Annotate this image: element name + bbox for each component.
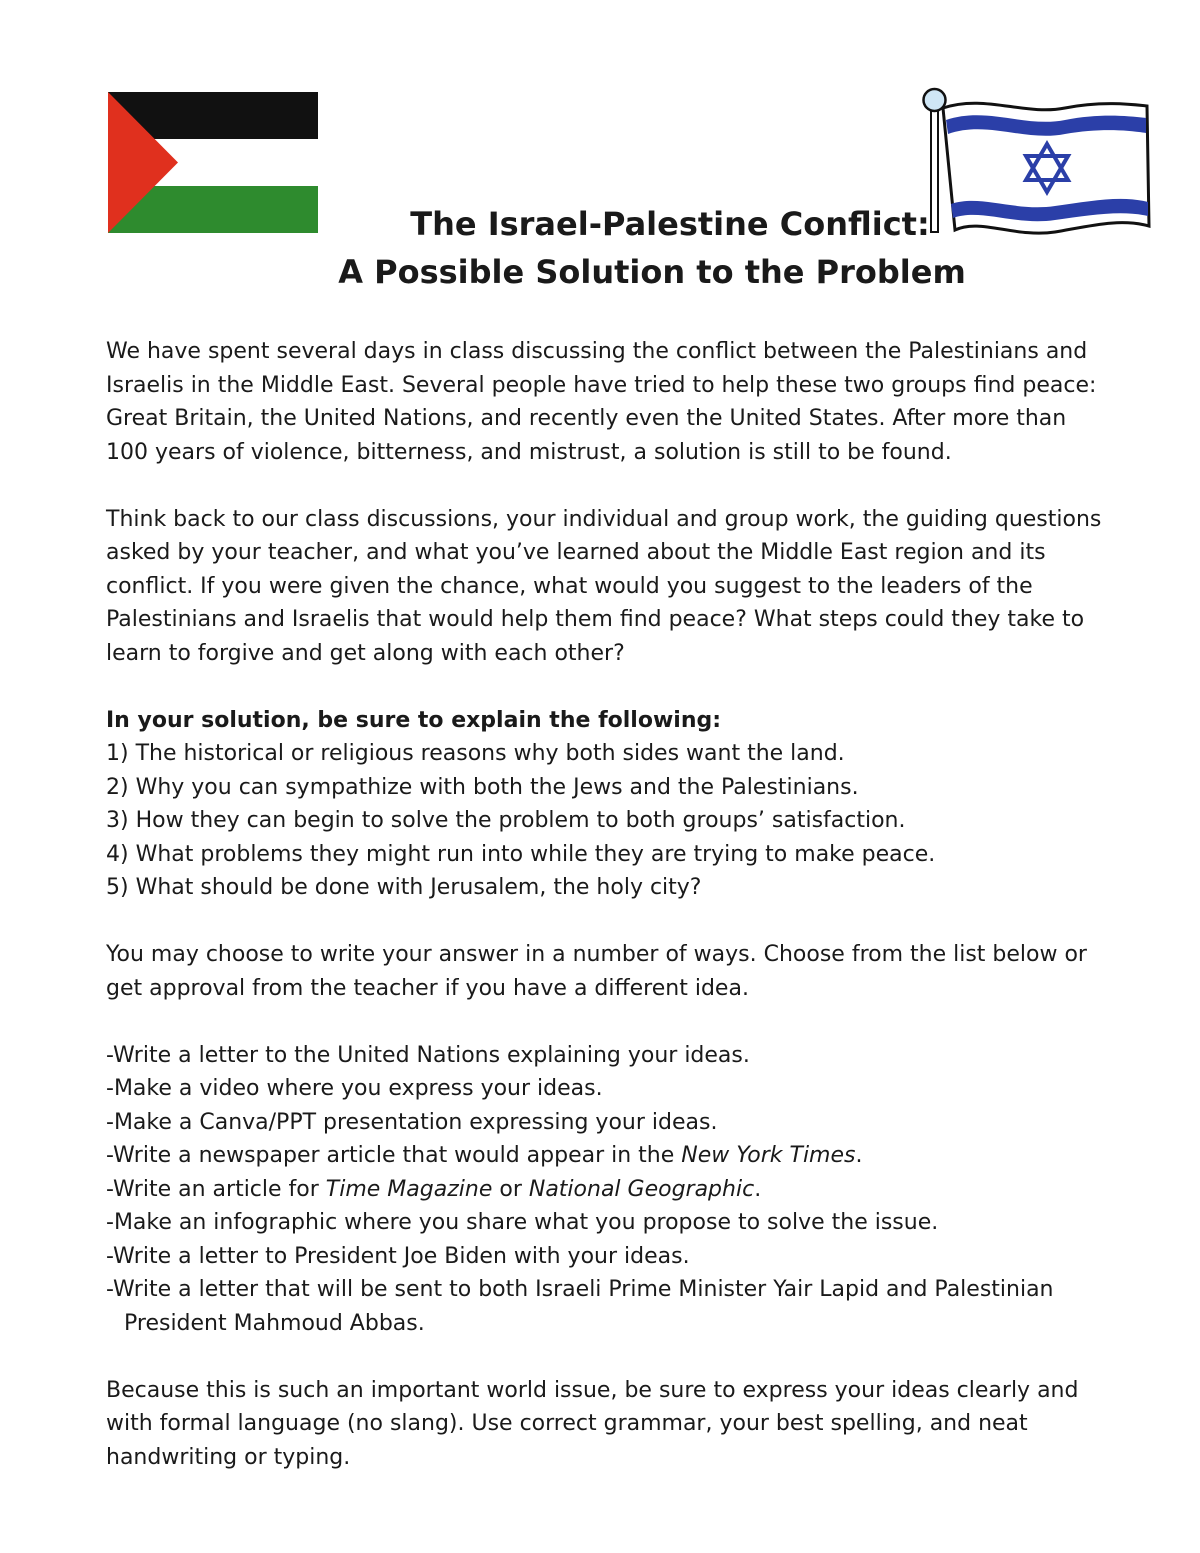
list-item: 5) What should be done with Jerusalem, the holy city? — [106, 875, 702, 900]
text-line: conflict. If you were given the chance, what would you suggest to the leaders of the — [106, 573, 1033, 599]
text-line: get approval from the teacher if you have a different idea. — [106, 975, 749, 1001]
publication-title: National Geographic — [528, 1176, 755, 1202]
text-line: 100 years of violence, bitterness, and mistrust, a solution is still to be found. — [106, 439, 952, 465]
list-item: -Make a video where you express your ideas. — [106, 1076, 603, 1101]
text-line: asked by your teacher, and what you’ve learned about the Middle East region and its — [106, 540, 1046, 565]
text-line: learn to forgive and get along with each other? — [106, 640, 625, 666]
page-title-line-1: The Israel-Palestine Conflict: — [410, 205, 930, 243]
list-item: -Write a newspaper article that would appear in the New York Times. — [106, 1143, 863, 1168]
list-item: -Write an article for Time Magazine or National Geographic. — [106, 1176, 762, 1202]
list-item: -Write a letter to President Joe Biden with your ideas. — [106, 1243, 690, 1269]
list-item: -Write a letter to the United Nations explaining your ideas. — [106, 1042, 750, 1068]
intro-paragraph — [106, 335, 1106, 469]
publication-title: Time Magazine — [325, 1176, 493, 1202]
format-paragraph — [106, 938, 1106, 1005]
list-item: 3) How they can begin to solve the problem to both groups’ satisfaction. — [106, 808, 906, 833]
text-line: with formal language (no slang). Use correct grammar, your best spelling, and neat — [106, 1411, 1028, 1436]
requirements-heading: In your solution, be sure to explain the following: — [106, 707, 722, 733]
document-body — [106, 335, 1106, 1474]
text-line: You may choose to write your answer in a number of ways. Choose from the list below or — [106, 942, 1087, 967]
options-list — [106, 1039, 1106, 1341]
text-line: handwriting or typing. — [106, 1444, 351, 1470]
list-item: 2) Why you can sympathize with both the Jews and the Palestinians. — [106, 774, 859, 800]
list-item-continuation: President Mahmoud Abbas. — [124, 1310, 425, 1336]
list-item: 1) The historical or religious reasons why both sides want the land. — [106, 741, 845, 766]
list-item: -Make a Canva/PPT presentation expressing your ideas. — [106, 1109, 718, 1135]
page-title-line-2: A Possible Solution to the Problem — [338, 253, 966, 291]
text-line: Because this is such an important world issue, be sure to express your ideas clearly and — [106, 1377, 1079, 1403]
text-line: Palestinians and Israelis that would help them find peace? What steps could they take to — [106, 607, 1085, 632]
list-item: -Write a letter that will be sent to both Israeli Prime Minister Yair Lapid and Palestinian — [106, 1277, 1054, 1302]
text-line: Think back to our class discussions, your individual and group work, the guiding questions — [106, 506, 1102, 532]
closing-paragraph — [106, 1374, 1106, 1475]
requirements-list — [106, 704, 1106, 905]
text-line: We have spent several days in class discussing the conflict between the Palestinians and — [106, 339, 1088, 364]
prompt-paragraph — [106, 503, 1106, 671]
list-item: -Make an infographic where you share what you propose to solve the issue. — [106, 1210, 939, 1235]
list-item: 4) What problems they might run into while they are trying to make peace. — [106, 841, 936, 867]
text-line: Great Britain, the United Nations, and recently even the United States. After more than — [106, 406, 1067, 431]
publication-title: New York Times — [681, 1143, 856, 1168]
text-line: Israelis in the Middle East. Several people have tried to help these two groups find peace: — [106, 372, 1097, 398]
